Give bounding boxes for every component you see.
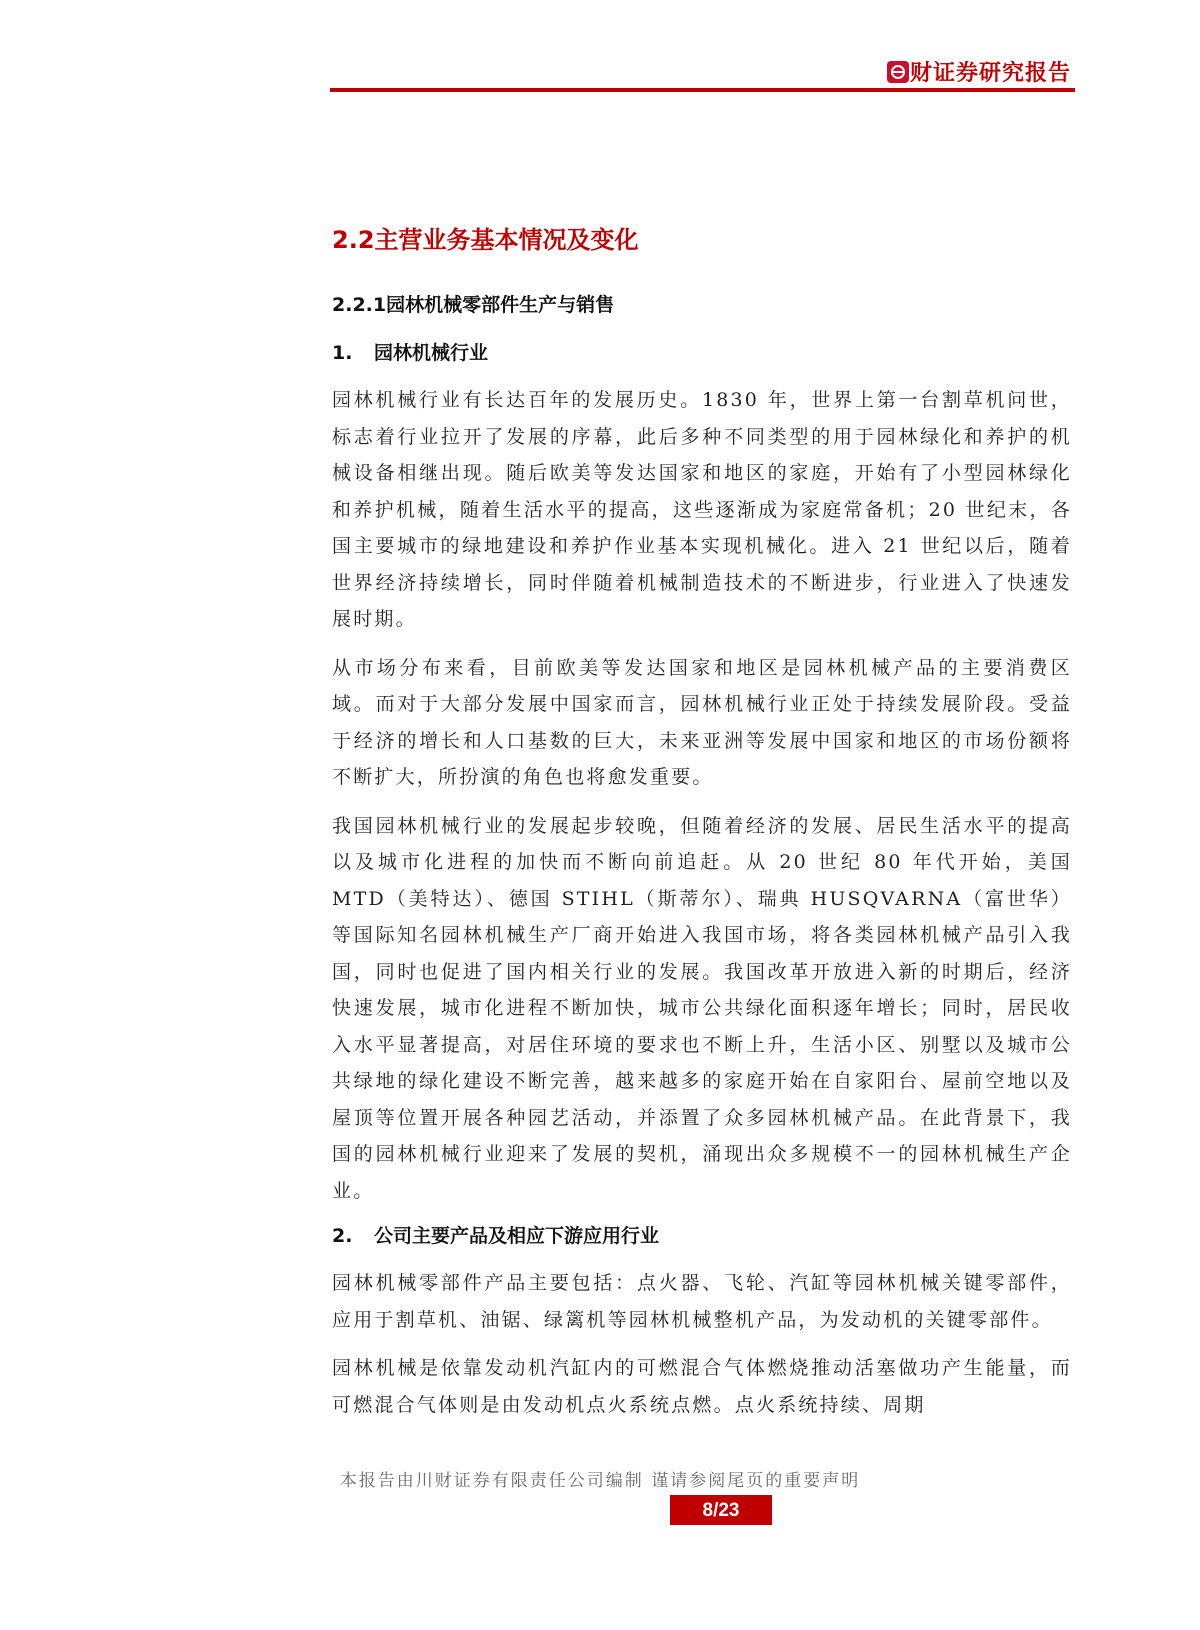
section-title: 2.2主营业务基本情况及变化 xyxy=(332,226,639,254)
item-heading-text: 园林机械行业 xyxy=(374,342,489,364)
item-heading xyxy=(332,1221,1072,1251)
subsection-title: 2.2.1园林机械零部件生产与销售 xyxy=(332,294,615,316)
item-heading xyxy=(332,338,1072,368)
document-body xyxy=(332,220,1072,1435)
page-header xyxy=(330,50,1075,92)
paragraph: 园林机械行业有长达百年的发展历史。1830 年，世界上第一台割草机问世，标志着行业拉开了发展的序幕，此后多种不同类型的用于园林绿化和养护的机械设备相继出现。随后欧美等发达国家和地区的家庭，开始有了小型园林绿化和养护机械，随着生活水平的提高，这些逐渐成为家庭常备机；20 世纪末，各国主要城市的绿地建设和养护作业基本实现机械化。进入 21 世纪以后，随着世界经济持续增长，同时伴随着机械制造技术的不断进步，行业进入了快速发展时期。 xyxy=(332,389,1072,630)
item-number: 2. xyxy=(332,1225,353,1247)
brand-logo xyxy=(886,56,1071,87)
item-heading-text: 公司主要产品及相应下游应用行业 xyxy=(374,1225,660,1247)
paragraph: 园林机械是依靠发动机汽缸内的可燃混合气体燃烧推动活塞做功产生能量，而可燃混合气体则是由发动机点火系统点燃。点火系统持续、周期 xyxy=(332,1357,1072,1416)
footer-disclaimer: 本报告由川财证券有限责任公司编制 谨请参阅尾页的重要声明 xyxy=(339,1471,861,1491)
paragraph: 从市场分布来看，目前欧美等发达国家和地区是园林机械产品的主要消费区域。而对于大部分发展中国家而言，园林机械行业正处于持续发展阶段。受益于经济的增长和人口基数的巨大，未来亚洲等发展中国家和地区的市场份额将不断扩大，所扮演的角色也将愈发重要。 xyxy=(332,656,1072,788)
chuancai-logo-icon xyxy=(887,61,909,83)
page-number: 8/23 xyxy=(670,1495,772,1525)
item-number: 1. xyxy=(332,342,353,364)
header-divider xyxy=(330,88,1075,92)
paragraph: 我国园林机械行业的发展起步较晚，但随着经济的发展、居民生活水平的提高以及城市化进程的加快而不断向前追赶。从 20 世纪 80 年代开始，美国 MTD（美特达）、德国 STIHL（斯蒂尔）、瑞典 HUSQVARNA（富世华）等国际知名园林机械生产厂商开始进入我国市场，将各类园林机械产品引入我国，同时也促进了国内相关行业的发展。我国改革开放进入新的时期后，经济快速发展，城市化进程不断加快，城市公共绿化面积逐年增长；同时，居民收入水平显著提高，对居住环境的要求也不断上升，生活小区、别墅以及城市公共绿地的绿化建设不断完善，越来越多的家庭开始在自家阳台、屋前空地以及屋顶等位置开展各种园艺活动，并添置了众多园林机械产品。在此背景下，我国的园林机械行业迎来了发展的契机，涌现出众多规模不一的园林机械生产企业。 xyxy=(332,814,1072,1202)
paragraph: 园林机械零部件产品主要包括：点火器、飞轮、汽缸等园林机械关键零部件，应用于割草机、油锯、绿篱机等园林机械整机产品，为发动机的关键零部件。 xyxy=(332,1272,1072,1331)
brand-title: 财证券研究报告 xyxy=(909,61,1071,86)
